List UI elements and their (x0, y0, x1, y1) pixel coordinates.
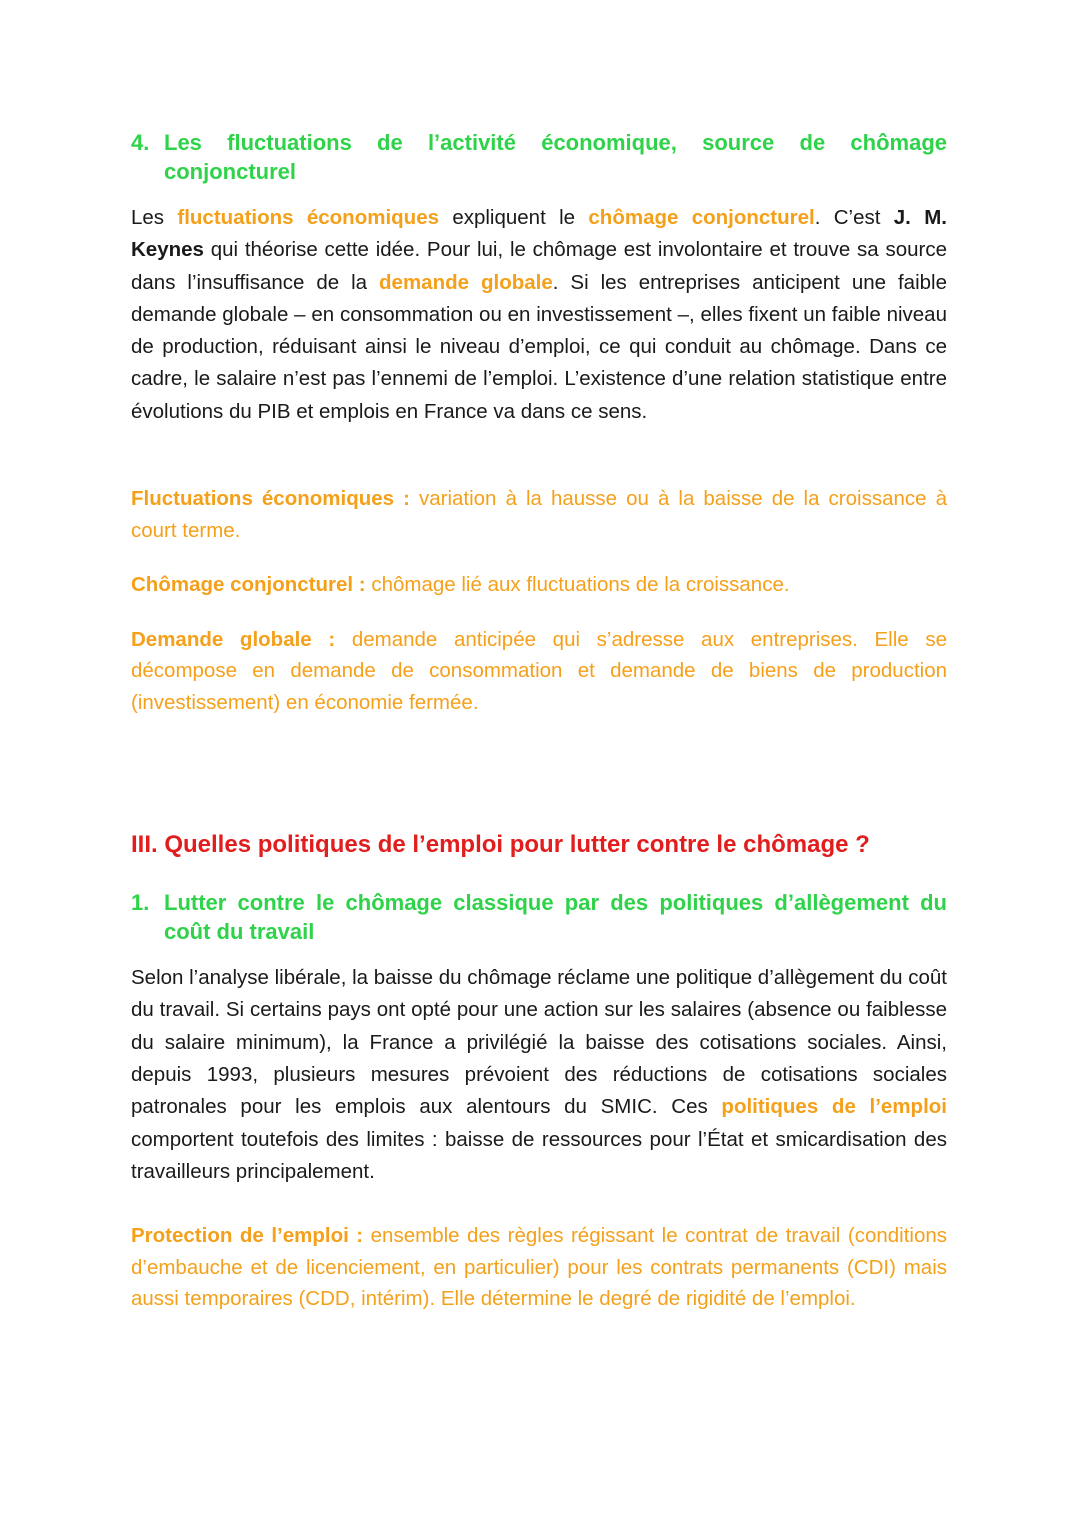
definition-text: chômage lié aux fluctuations de la croissance. (365, 573, 790, 597)
paragraph-keynes (131, 202, 947, 428)
subheading-1 (131, 888, 947, 946)
definition-protection-emploi (131, 1220, 947, 1315)
text-run: Les (131, 206, 178, 229)
document-page (131, 128, 947, 1315)
keyword-politiques-emploi: politiques de l’emploi (721, 1095, 947, 1119)
definition-term: Chômage conjoncturel : (131, 573, 366, 597)
text-run: . C’est (814, 206, 894, 229)
definition-demande-globale (131, 624, 947, 719)
author-name: J. M. Keynes (131, 206, 947, 262)
subheading-number: 4. (131, 130, 150, 155)
keyword-demande-globale: demande globale (379, 270, 553, 294)
definition-text: ensemble des règles régissant le contrat de travail (conditions d’embauche et de licenciement, en particulier) pour les contrats permanents (CDI) mais aussi temporaires (CDD, intérim). Elle détermine le degré de rigidité de l’emploi. (131, 1224, 947, 1311)
paragraph-cout-travail (131, 962, 947, 1188)
definition-chomage-conjoncturel (131, 569, 947, 601)
section-title: III. Quelles politiques de l’emploi pour lutter contre le chômage ? (131, 831, 870, 859)
keyword-fluctuations: fluctuations économiques (177, 206, 439, 229)
text-run: expliquent le (439, 206, 589, 229)
definition-fluctuations (131, 483, 947, 546)
text-run: comportent toutefois des limites : baisse de ressources pour l’État et smicardisation des travailleurs principalement. (131, 1127, 947, 1183)
definition-text: demande anticipée qui s’adresse aux entreprises. Elle se décompose en demande de consommation et demande de biens de production (investissement) en économie fermée. (131, 627, 947, 714)
keyword-chomage-conjoncturel: chômage conjoncturel (588, 206, 815, 229)
text-run: Selon l’analyse libérale, la baisse du chômage réclame une politique d’allègement du coût du travail. Si certains pays ont opté pour une action sur les salaires (absence ou faiblesse du salaire minimum), la France a privilégié la baisse des cotisations sociales. Ainsi, depuis 1993, plusieurs mesures prévoient des réductions de cotisations sociales patronales pour les emplois aux alentours du SMIC. Ces (131, 966, 947, 1119)
text-run: qui théorise cette idée. Pour lui, le chômage est involontaire et trouve sa source dans l’insuffisance de la (131, 238, 947, 294)
text-run: . Si les entreprises anticipent une faible demande globale – en consommation ou en investissement –, elles fixent un faible niveau de production, réduisant ainsi le niveau d’emploi, ce qui conduit au chômage. Dans ce cadre, le salaire n’est pas l’ennemi de l’emploi. L’existence d’une relation statistique entre évolutions du PIB et emplois en France va dans ce sens. (131, 270, 947, 423)
subheading-text: Les fluctuations de l’activité économique, source de chômage conjoncturel (164, 130, 947, 184)
definition-term: Fluctuations économiques : (131, 487, 410, 511)
definition-term: Protection de l’emploi : (131, 1224, 364, 1248)
definition-term: Demande globale : (131, 627, 336, 651)
subheading-4 (131, 128, 947, 186)
subheading-text: Lutter contre le chômage classique par des politiques d’allègement du coût du travail (164, 890, 947, 945)
definition-text: variation à la hausse ou à la baisse de la croissance à court terme. (131, 487, 947, 542)
subheading-number: 1. (131, 890, 150, 916)
